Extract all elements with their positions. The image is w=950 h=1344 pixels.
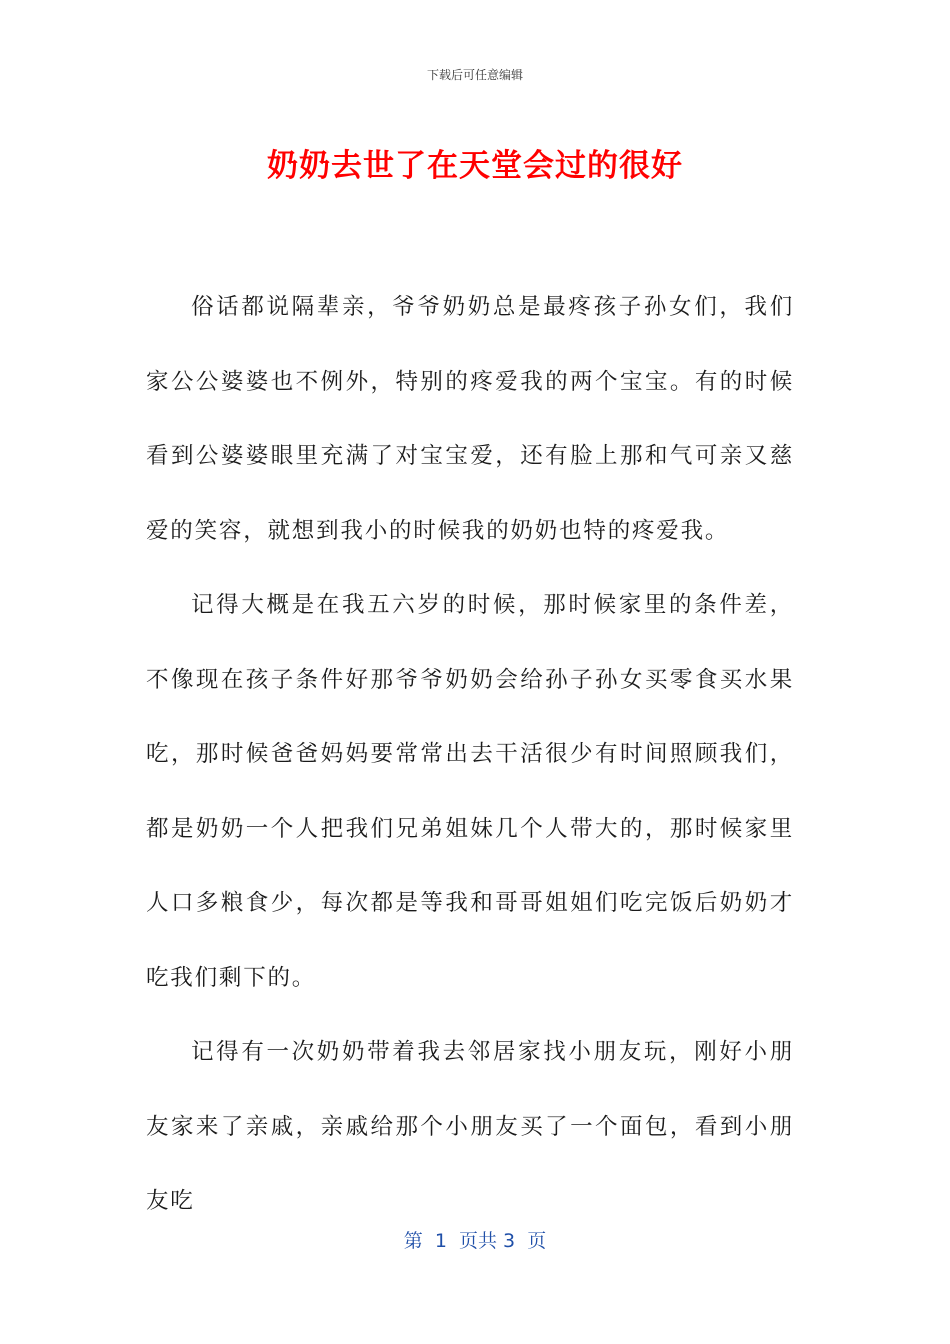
header-note: 下载后可任意编辑 [426,68,523,82]
page-number-footer: 第 1 页共 3 页 [403,1230,547,1252]
paragraph-3: 记得有一次奶奶带着我去邻居家找小朋友玩，刚好小朋友家来了亲戚，亲戚给那个小朋友买了一个面包，看到小朋友吃 [146,1039,794,1214]
paragraph-1: 俗话都说隔辈亲，爷爷奶奶总是最疼孩子孙女们，我们家公公婆婆也不例外，特别的疼爱我的两个宝宝。有的时候看到公婆婆眼里充满了对宝宝爱，还有脸上那和气可亲又慈爱的笑容，就想到我小的时候我的奶奶也特的疼爱我。 [146,294,794,544]
document-body [146,270,794,1239]
document-title: 奶奶去世了在天堂会过的很好 [267,148,683,184]
paragraph-2: 记得大概是在我五六岁的时候，那时候家里的条件差，不像现在孩子条件好那爷爷奶奶会给孙子孙女买零食买水果吃，那时候爸爸妈妈要常常出去干活很少有时间照顾我们，都是奶奶一个人把我们兄弟姐妹几个人带大的，那时候家里人口多粮食少，每次都是等我和哥哥姐姐们吃完饭后奶奶才吃我们剩下的。 [146,592,794,991]
